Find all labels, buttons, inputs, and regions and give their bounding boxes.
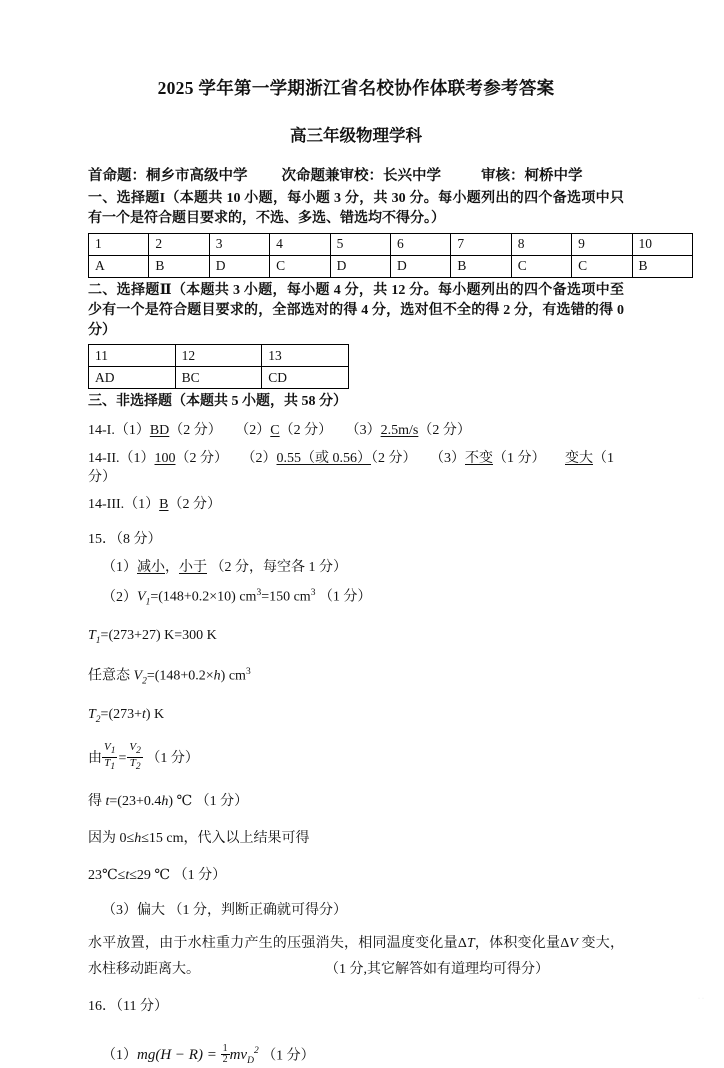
- expression: =150 cm: [261, 589, 311, 605]
- question-number-cell: 5: [330, 233, 390, 255]
- text: ，体积变化量Δ: [474, 935, 570, 951]
- question-number-cell: 10: [632, 233, 692, 255]
- text: 变大，水柱移动距离大。: [88, 935, 624, 978]
- question-number-cell: 1: [89, 233, 149, 255]
- label: 14-I.（1）: [88, 422, 150, 438]
- question-15-condition: [88, 830, 624, 849]
- score: （1 分，判断正确就可得分）: [168, 902, 347, 918]
- part-label: （1）: [102, 560, 137, 576]
- fraction-V2-T2: [127, 742, 142, 773]
- separator: ，: [165, 560, 179, 576]
- subscript: 1: [110, 746, 116, 757]
- subscript: 2: [136, 746, 141, 757]
- answer-cell: CD: [262, 367, 349, 389]
- variable-h: h: [161, 794, 169, 810]
- byline-secondary-author: 次命题兼审校：长兴中学: [281, 168, 441, 184]
- fraction-V1-T1: [102, 742, 117, 773]
- score: （2 分，每空各 1 分）: [210, 560, 347, 576]
- score: （1 分）: [493, 450, 546, 466]
- expression: ) ℃: [168, 794, 193, 810]
- expression: =(273+: [100, 707, 142, 723]
- subscript: 2: [142, 676, 147, 687]
- question-15-T1: [88, 627, 624, 648]
- table-row: [89, 233, 693, 255]
- variable-t: t: [142, 707, 146, 723]
- byline: [88, 164, 624, 185]
- subscript: 2: [95, 715, 101, 726]
- question-number-cell: 2: [149, 233, 209, 255]
- answer-value: 减小: [137, 560, 165, 576]
- equation-energy: [137, 1042, 259, 1067]
- part-label: （3）: [102, 902, 137, 918]
- superscript: 2: [253, 1046, 259, 1057]
- answer-value: 小于: [179, 560, 207, 576]
- question-number-cell: 8: [511, 233, 571, 255]
- subscript: 1: [145, 597, 151, 608]
- answer-value: B: [159, 497, 169, 513]
- question-15-V2: [88, 666, 624, 688]
- section3-heading: 三、非选择题（本题共 5 小题，共 58 分）: [88, 394, 347, 410]
- expression: ) K: [145, 707, 165, 723]
- part-label: （2）: [235, 422, 271, 438]
- denominator: T: [129, 757, 136, 770]
- table-row: [89, 367, 349, 389]
- table-row: [89, 345, 349, 367]
- superscript: 3: [245, 667, 251, 677]
- answer-value: 变大: [565, 450, 593, 466]
- numerator: V: [129, 740, 137, 753]
- question-15-result: [88, 793, 624, 812]
- prefix: 得: [88, 794, 106, 810]
- answer-line-14-2: [88, 450, 624, 488]
- question-number-cell: 12: [175, 345, 262, 367]
- page-title: 2025 学年第一学期浙江省名校协作体联考参考答案: [157, 78, 555, 98]
- answer-cell: C: [511, 255, 571, 277]
- answer-cell: B: [632, 255, 692, 277]
- score: （2 分）: [169, 422, 222, 438]
- expression: =(23+0.4: [109, 794, 162, 810]
- score: （2 分）: [418, 422, 471, 438]
- part-label: （3）: [345, 422, 381, 438]
- variable-V2: V: [133, 668, 143, 684]
- answer-value: C: [270, 422, 280, 438]
- subscript: D: [247, 1056, 254, 1067]
- equation-rhs: mv: [229, 1047, 248, 1064]
- variable-V: V: [569, 935, 578, 951]
- subscript: 1: [110, 762, 116, 773]
- question-15-title: 15．（8 分）: [88, 532, 162, 548]
- answer-value: 100: [154, 450, 176, 466]
- text: 因为 0≤: [88, 831, 135, 847]
- part-label: （1）: [102, 1048, 137, 1064]
- answer-line-14-1: [88, 422, 624, 441]
- label: 14-II.（1）: [88, 450, 155, 466]
- score: （1 分）: [195, 794, 249, 810]
- score: （2 分）: [279, 422, 333, 438]
- score: （1 分）: [318, 589, 372, 605]
- expression: ) cm: [220, 668, 246, 684]
- answer-cell: A: [89, 255, 149, 277]
- variable-T: T: [466, 935, 475, 951]
- denominator: 2: [222, 1054, 228, 1066]
- answer-cell: BC: [175, 367, 262, 389]
- part-label: （2）: [102, 589, 137, 605]
- question-15-range: [88, 867, 624, 886]
- section2-heading: 二、选择题Ⅱ（本题共 3 小题，每小题 4 分，共 12 分。每小题列出的四个备选项中至少有一个是符合题目要求的，全部选对的得 4 分，选对但不全的得 2 分，有选错的得 0 分）: [88, 282, 624, 339]
- question-16-part1: [88, 1042, 624, 1068]
- equation-lhs: mg(H − R) =: [137, 1047, 217, 1064]
- score: （1 分）: [146, 750, 199, 766]
- table-row: [89, 255, 693, 277]
- text: 23℃≤: [88, 867, 126, 883]
- expression: =(148+0.2×10) cm: [150, 589, 257, 605]
- variable-h: h: [213, 668, 221, 684]
- text: ≤15 cm，代入以上结果可得: [141, 831, 310, 847]
- answer-value: 2.5m/s: [380, 422, 419, 438]
- variable-h: h: [134, 831, 142, 847]
- question-16-title: 16．（11 分）: [88, 998, 168, 1014]
- section2-answer-table: [88, 344, 349, 389]
- subscript: 1: [95, 636, 101, 647]
- answer-cell: C: [270, 255, 330, 277]
- answer-line-14-3: [88, 496, 624, 515]
- numerator: V: [104, 740, 111, 753]
- part-label: （3）: [430, 450, 465, 466]
- answer-cell: C: [572, 255, 632, 277]
- score: （2 分）: [371, 450, 417, 466]
- text: ≤29 ℃: [129, 867, 171, 883]
- answer-cell: AD: [89, 367, 176, 389]
- prefix: 由: [88, 750, 102, 766]
- question-15-part3: [88, 902, 624, 921]
- superscript: 3: [310, 588, 316, 599]
- score: （2 分）: [168, 497, 221, 513]
- fraction-one-half: [221, 1044, 230, 1066]
- score: （1 分）: [262, 1048, 315, 1064]
- question-15-T2: [88, 706, 624, 727]
- page-corner-mark: ··: [698, 996, 706, 1002]
- score: （1 分）: [173, 867, 227, 883]
- variable-T1: T: [88, 628, 96, 644]
- answer-value: 偏大: [137, 902, 165, 918]
- question-number-cell: 4: [270, 233, 330, 255]
- byline-primary-author: 首命题：桐乡市高级中学: [88, 168, 248, 184]
- state-label: 任意态: [88, 668, 134, 684]
- question-15-part2: [88, 587, 624, 609]
- question-number-cell: 13: [262, 345, 349, 367]
- variable-t: t: [105, 794, 110, 810]
- answer-value: 不变: [465, 450, 493, 466]
- page-subtitle: 高三年级物理学科: [290, 126, 422, 145]
- score: （1 分）: [88, 450, 614, 485]
- question-15-gas-law: [88, 740, 624, 774]
- answer-value: BD: [149, 422, 170, 438]
- expression: =(273+27) K=300 K: [100, 628, 217, 644]
- expression: =(148+0.2×: [146, 668, 214, 684]
- question-15-part1: [88, 559, 624, 578]
- section1-heading: 一、选择题I（本题共 10 小题，每小题 3 分，共 30 分。每小题列出的四个备选项中只有一个是符合题目要求的，不选、多选、错选均不得分。）: [88, 191, 624, 227]
- question-15-explanation: [88, 931, 624, 984]
- superscript: 3: [256, 588, 262, 599]
- label: 14-III.（1）: [88, 497, 160, 513]
- score: （2 分）: [175, 450, 228, 466]
- answer-cell: D: [390, 255, 450, 277]
- variable-V1: V: [137, 589, 146, 605]
- text: 水平放置，由于水柱重力产生的压强消失，相同温度变化量Δ: [88, 935, 467, 951]
- question-number-cell: 6: [390, 233, 450, 255]
- numerator: 1: [222, 1042, 228, 1054]
- byline-reviewer: 审核：柯桥中学: [481, 168, 583, 184]
- section1-answer-table: [88, 233, 693, 278]
- variable-t: t: [125, 867, 130, 883]
- answer-cell: D: [330, 255, 390, 277]
- variable-T2: T: [88, 707, 96, 723]
- question-number-cell: 9: [572, 233, 632, 255]
- question-number-cell: 3: [209, 233, 269, 255]
- page-content: [88, 0, 653, 1068]
- denominator: T: [104, 757, 111, 770]
- question-number-cell: 7: [451, 233, 511, 255]
- score: （1 分,其它解答如有道理均可得分）: [332, 962, 549, 978]
- answer-cell: B: [149, 255, 209, 277]
- answer-value: 0.55（或 0.56）: [276, 450, 371, 466]
- equals-sign: =: [118, 750, 127, 766]
- subscript: 2: [135, 762, 141, 773]
- answer-cell: D: [209, 255, 269, 277]
- answer-cell: B: [451, 255, 511, 277]
- question-number-cell: 11: [89, 345, 176, 367]
- part-label: （2）: [241, 450, 277, 466]
